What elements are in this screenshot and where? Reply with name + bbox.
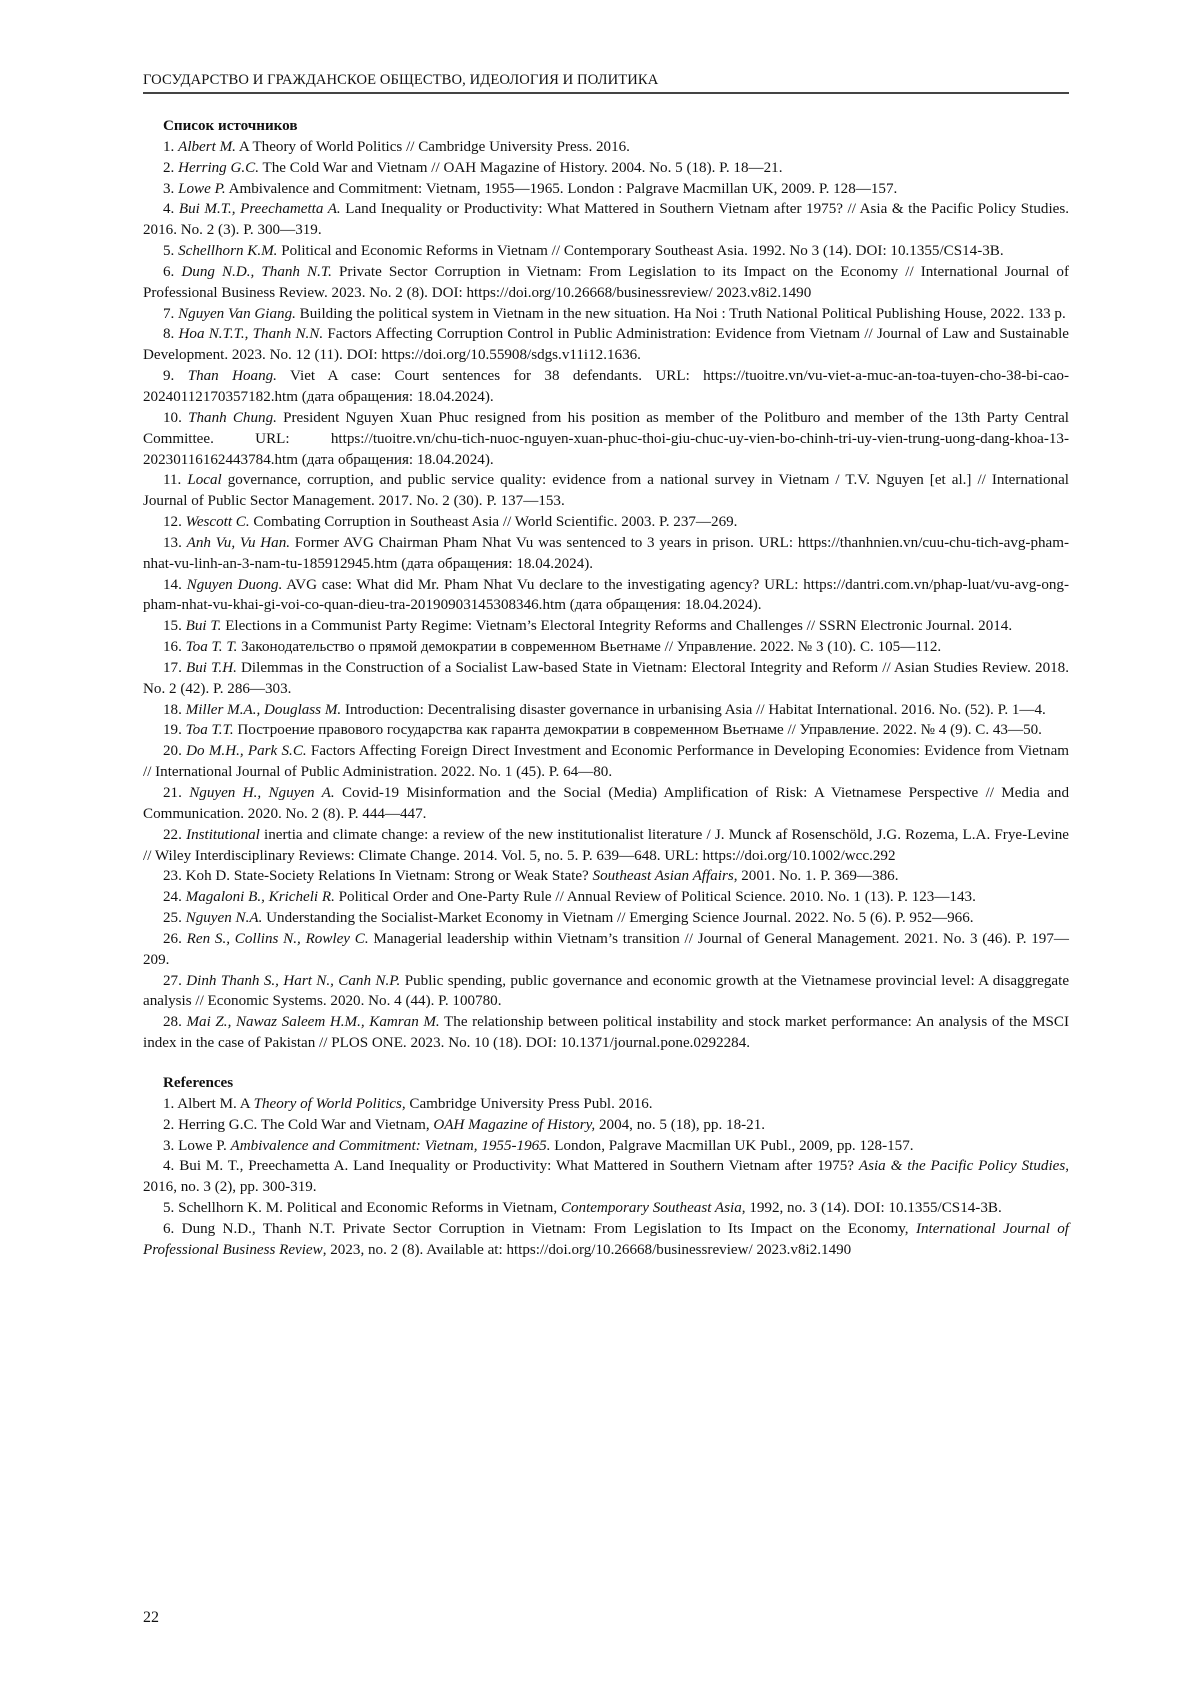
entry-text-part: Законодательство о прямой демократии в современном Вьетнаме // Управление. 2022. № 3 (10). С. 105—112.: [237, 639, 942, 656]
entry-text-part: 17.: [163, 659, 187, 676]
entry-text-part: 13.: [163, 534, 187, 551]
entry-text-part: 2004, no. 5 (18), pp. 18-21.: [595, 1116, 766, 1133]
entry-text-part: The Cold War and Vietnam // OAH Magazine of History. 2004. No. 5 (18). P. 18—21.: [259, 159, 783, 176]
entry-text-part: Political and Economic Reforms in Vietnam // Contemporary Southeast Asia. 1992. No 3 (14). DOI: 10.1355/CS14-3B.: [277, 243, 1004, 260]
entry-text-part: 25.: [163, 910, 186, 927]
entry-text-part: 3.: [163, 180, 179, 197]
entry-text-part: 1. Albert M. A: [163, 1095, 254, 1112]
entry-text-part: Private Sector Corruption in Vietnam: From Legislation to its Impact on the Economy // International Journal of Professional Business Review. 2023. No. 2 (8). DOI: https://doi.org/10.26668/businessreview/ 2023.v8i2.1490: [143, 263, 1070, 301]
entry-text-part: A Theory of World Politics // Cambridge University Press. 2016.: [235, 138, 630, 155]
source-entry: [143, 470, 1069, 512]
entry-italic-part: Local: [187, 472, 222, 489]
entry-text-part: 21.: [163, 785, 190, 801]
source-entry: [143, 241, 1069, 262]
source-entry: [143, 533, 1069, 575]
entry-text-part: 11.: [163, 472, 188, 489]
entry-text-part: 7.: [163, 305, 179, 322]
entry-italic-part: Miller M.A., Douglass M.: [185, 701, 342, 718]
entry-text-part: 24.: [163, 889, 186, 906]
entry-italic-part: Herring G.C.: [178, 159, 260, 176]
entry-italic-part: Mai Z., Nawaz Saleem H.M., Kamran M.: [186, 1014, 440, 1031]
source-entry: [143, 262, 1069, 304]
entry-text-part: 19.: [163, 722, 186, 739]
entry-italic-part: Wescott C.: [185, 514, 250, 531]
source-entry: [143, 304, 1069, 325]
entry-text-part: Factors Affecting Foreign Direct Investment and Economic Performance in Developing Economies: Evidence from Vietnam // International Journal of Public Administration. 2022. No. 1 (45). P. 64—80.: [143, 743, 1070, 781]
source-entry: [143, 512, 1069, 533]
entry-italic-part: Theory of World Politics,: [253, 1095, 406, 1112]
entry-italic-part: Contemporary Southeast Asia: [560, 1200, 742, 1217]
entry-text-part: 28.: [163, 1014, 187, 1031]
entry-italic-part: OAH Magazine of History,: [433, 1116, 596, 1133]
entry-italic-part: Bui T.H.: [186, 659, 237, 676]
entry-italic-part: Ambivalence and Commitment: Vietnam, 1955-1965.: [230, 1137, 551, 1154]
entry-text-part: 4. Bui M. T., Preechametta A. Land Inequality or Productivity: What Mattered in Southern Vietnam after 1975?: [163, 1158, 859, 1175]
entry-text-part: Understanding the Socialist-Market Economy in Vietnam // Emerging Science Journal. 2022. No. 5 (6). P. 952—966.: [262, 910, 974, 927]
entry-italic-part: Schellhorn K.M.: [178, 243, 278, 260]
document-body: [143, 116, 1069, 1261]
entry-text-part: The relationship between political instability and stock market performance: An analysis of the MSCI index in the case of Pakistan // PLOS ONE. 2023. No. 10 (18). DOI: 10.1371/journal.pone.0292284.: [143, 1014, 1070, 1052]
entry-text-part: Ambivalence and Commitment: Vietnam, 1955—1965. London : Palgrave Macmillan UK, 2009. P. 128—157.: [225, 180, 898, 197]
entry-text-part: 1.: [163, 138, 179, 155]
entry-text-part: Managerial leadership within Vietnam’s transition // Journal of General Management. 2021. No. 3 (46). P. 197—209.: [143, 930, 1069, 968]
entry-italic-part: Toa T. T.: [185, 639, 238, 656]
entry-text-part: Public spending, public governance and economic growth at the Vietnamese provincial level: A disaggregate analysis // Economic Systems. 2020. No. 4 (44). P. 100780.: [143, 972, 1070, 1010]
source-entry: [143, 1012, 1069, 1054]
entry-text-part: 27.: [163, 972, 187, 989]
entry-text-part: Viet A case: Court sentences for 38 defendants. URL: https://tuoitre.vn/vu-viet-a-muc-an-toa-tuyen-cho-38-bi-cao-20240112170357182.htm (дата обращения: 18.04.2024).: [143, 368, 1070, 405]
entry-text-part: , 2001. No. 1. P. 369—386.: [733, 868, 899, 885]
entry-text-part: Political Order and One-Party Rule // Annual Review of Political Science. 2010. No. 1 (13). P. 123—143.: [334, 889, 976, 906]
entry-text-part: 14.: [163, 576, 187, 593]
source-entry: [143, 741, 1069, 783]
entry-italic-part: Nguyen N.A.: [185, 910, 263, 927]
entry-italic-part: Hoa N.T.T., Thanh N.N.: [178, 326, 324, 343]
entry-text-part: Factors Affecting Corruption Control in Public Administration: Evidence from Vietnam // Journal of Law and Sustainable Development. 2023. No. 12 (11). DOI: https://doi.org/10.55908/sdgs.v11i12.1636.: [143, 326, 1069, 364]
entry-text-part: 5.: [163, 243, 179, 260]
entry-text-part: Elections in a Communist Party Regime: Vietnam’s Electoral Integrity Reforms and Challenges // SSRN Electronic Journal. 2014.: [221, 618, 1013, 635]
sources-heading: Список источников: [163, 118, 298, 134]
source-entry: [143, 720, 1069, 741]
entry-text-part: 2.: [163, 159, 179, 176]
entry-text-part: Cambridge University Press Publ. 2016.: [405, 1095, 653, 1112]
entry-italic-part: Bui M.T., Preechametta A.: [178, 201, 341, 218]
reference-entry: [143, 1115, 1069, 1136]
references-heading: References: [163, 1074, 234, 1091]
source-entry: [143, 971, 1069, 1013]
source-entry: [143, 324, 1069, 366]
entry-italic-part: Ren S., Collins N., Rowley C.: [186, 930, 369, 947]
entry-text-part: 9.: [163, 368, 188, 385]
source-entry: [143, 158, 1069, 179]
entry-text-part: 26.: [163, 930, 187, 947]
reference-entry: [143, 1094, 1069, 1115]
entry-text-part: Former AVG Chairman Pham Nhat Vu was sentenced to 3 years in prison. URL: https://thanhnien.vn/cuu-chu-tich-avg-pham-nhat-vu-linh-an-3-nam-tu-185912945.htm (дата обращения: 18.04.2024).: [143, 534, 1070, 572]
source-entry: [143, 616, 1069, 637]
entry-text-part: , 1992, no. 3 (14). DOI: 10.1355/CS14-3B.: [741, 1200, 1002, 1217]
entry-text-part: , 2023, no. 2 (8). Available at: https://doi.org/10.26668/businessreview/ 2023.v8i2.1490: [322, 1241, 852, 1258]
entry-italic-part: Asia & the Pacific Policy Studies: [858, 1158, 1066, 1175]
entry-text-part: inertia and climate change: a review of the new institutionalist literature / J. Munck af Rosenschöld, J.G. Rozema, L.A. Frye-Levine // Wiley Interdisciplinary Reviews: Climate Change. 2014. Vol. 5, no. 5. P. 639—648. URL: https://doi.org/10.1002/wcc.292: [143, 826, 1070, 864]
source-entry: [143, 825, 1069, 867]
entry-italic-part: Albert M.: [178, 138, 236, 155]
entry-text-part: Dilemmas in the Construction of a Socialist Law-based State in Vietnam: Electoral Integrity and Reform // Asian Studies Review. 2018. No. 2 (42). P. 286—303.: [143, 659, 1069, 697]
source-entry: [143, 366, 1069, 408]
entry-italic-part: Dung N.D., Thanh N.T.: [181, 263, 332, 280]
running-header: ГОСУДАРСТВО И ГРАЖДАНСКОЕ ОБЩЕСТВО, ИДЕОЛОГИЯ И ПОЛИТИКА: [143, 72, 659, 88]
entry-text-part: 10.: [163, 409, 189, 426]
entry-text-part: 23. Koh D. State-Society Relations In Vietnam: Strong or Weak State?: [163, 868, 593, 885]
source-entry: [143, 783, 1069, 825]
entry-italic-part: Than Hoang.: [187, 368, 277, 385]
header-divider: [143, 92, 1069, 94]
reference-entry: [143, 1198, 1069, 1219]
entry-text-part: Combating Corruption in Southeast Asia // World Scientific. 2003. P. 237—269.: [249, 514, 738, 531]
source-entry: [143, 637, 1069, 658]
source-entry: [143, 137, 1069, 158]
entry-text-part: 4.: [163, 201, 179, 218]
entry-text-part: 3. Lowe P.: [163, 1137, 231, 1154]
entry-italic-part: Do M.H., Park S.C.: [186, 743, 307, 760]
entry-italic-part: Institutional: [186, 826, 260, 843]
entry-text-part: 8.: [163, 326, 179, 343]
entry-text-part: Построение правового государства как гаранта демократии в современном Вьетнаме // Управление. 2022. № 4 (9). С. 43—50.: [233, 722, 1042, 739]
entry-italic-part: Thanh Chung.: [188, 409, 277, 426]
entry-italic-part: Dinh Thanh S., Hart N., Canh N.P.: [186, 972, 401, 989]
entry-text-part: 6.: [163, 263, 182, 280]
entry-italic-part: Magaloni B., Kricheli R.: [185, 889, 335, 906]
source-entry: [143, 179, 1069, 200]
entry-text-part: 12.: [163, 514, 186, 531]
source-entry: [143, 700, 1069, 721]
entry-text-part: Introduction: Decentralising disaster governance in urbanising Asia // Habitat International. 2016. No. (52). P. 1—4.: [341, 701, 1046, 718]
page-number: 22: [143, 1609, 159, 1626]
entry-text-part: , 2016, no. 3 (2), pp. 300-319.: [143, 1158, 1069, 1196]
references-list: [143, 1094, 1069, 1261]
entry-text-part: London, Palgrave Macmillan UK Publ., 2009, pp. 128-157.: [550, 1137, 914, 1154]
entry-text-part: AVG case: What did Mr. Pham Nhat Vu declare to the investigating agency? URL: https://dantri.com.vn/phap-luat/vu-avg-ong-pham-nhat-vu-khai-gi-voi-co-quan-dieu-tra-20190903145308346.htm (дата обращения: 18.04.2024).: [143, 576, 1069, 614]
sources-list: [143, 137, 1069, 1054]
entry-italic-part: Anh Vu, Vu Han.: [186, 534, 291, 551]
reference-entry: [143, 1219, 1069, 1261]
entry-text-part: Covid-19 Misinformation and the Social (Media) Amplification of Risk: A Vietnamese Perspective // Media and Communication. 2020. No. 2 (8). P. 444—447.: [143, 785, 1069, 822]
entry-italic-part: Nguyen Duong.: [186, 576, 283, 593]
entry-italic-part: Lowe P.: [178, 180, 226, 197]
entry-text-part: Land Inequality or Productivity: What Mattered in Southern Vietnam after 1975? // Asia & the Pacific Policy Studies. 2016. No. 2 (3). P. 300—319.: [143, 201, 1069, 239]
entry-text-part: Building the political system in Vietnam in the new situation. Ha Noi : Truth National Political Publishing House, 2022. 133 p.: [295, 305, 1066, 322]
entry-text-part: President Nguyen Xuan Phuc resigned from his position as member of the Politburo and member of the 13th Party Central Committee. URL: https://tuoitre.vn/chu-tich-nuoc-nguyen-xuan-phuc-thoi-giu-chuc-uy-vien-bo-chinh-tri-uy-vien-trung-uong-dang-khoa-13-20230116162443784.htm (дата обращения: 18.04.2024).: [143, 409, 1070, 468]
entry-text-part: 6. Dung N.D., Thanh N.T. Private Sector Corruption in Vietnam: From Legislation to Its Impact on the Economy,: [163, 1220, 916, 1237]
entry-italic-part: Nguyen Van Giang.: [178, 305, 296, 322]
entry-text-part: 20.: [163, 743, 187, 760]
entry-text-part: 22.: [163, 826, 187, 843]
entry-italic-part: Nguyen H., Nguyen A.: [189, 785, 335, 801]
entry-text-part: governance, corruption, and public service quality: evidence from a national survey in Vietnam / T.V. Nguyen [et al.] // International Journal of Public Sector Management. 2017. No. 2 (30). P. 137—153.: [143, 472, 1069, 510]
source-entry: [143, 658, 1069, 700]
source-entry: [143, 199, 1069, 241]
source-entry: [143, 887, 1069, 908]
source-entry: [143, 908, 1069, 929]
source-entry: [143, 866, 1069, 887]
source-entry: [143, 408, 1069, 471]
entry-text-part: 18.: [163, 701, 186, 718]
reference-entry: [143, 1156, 1069, 1198]
entry-text-part: 15.: [163, 618, 186, 635]
reference-entry: [143, 1136, 1069, 1157]
entry-italic-part: Toa T.T.: [185, 722, 234, 739]
entry-italic-part: International Journal of Professional Business Review: [143, 1220, 1069, 1258]
entry-italic-part: Bui T.: [185, 618, 222, 635]
source-entry: [143, 929, 1069, 971]
source-entry: [143, 575, 1069, 617]
entry-text-part: 2. Herring G.C. The Cold War and Vietnam,: [163, 1116, 434, 1133]
entry-text-part: 16.: [163, 639, 186, 656]
entry-text-part: 5. Schellhorn K. M. Political and Economic Reforms in Vietnam,: [163, 1200, 561, 1217]
entry-italic-part: Southeast Asian Affairs: [592, 868, 734, 885]
